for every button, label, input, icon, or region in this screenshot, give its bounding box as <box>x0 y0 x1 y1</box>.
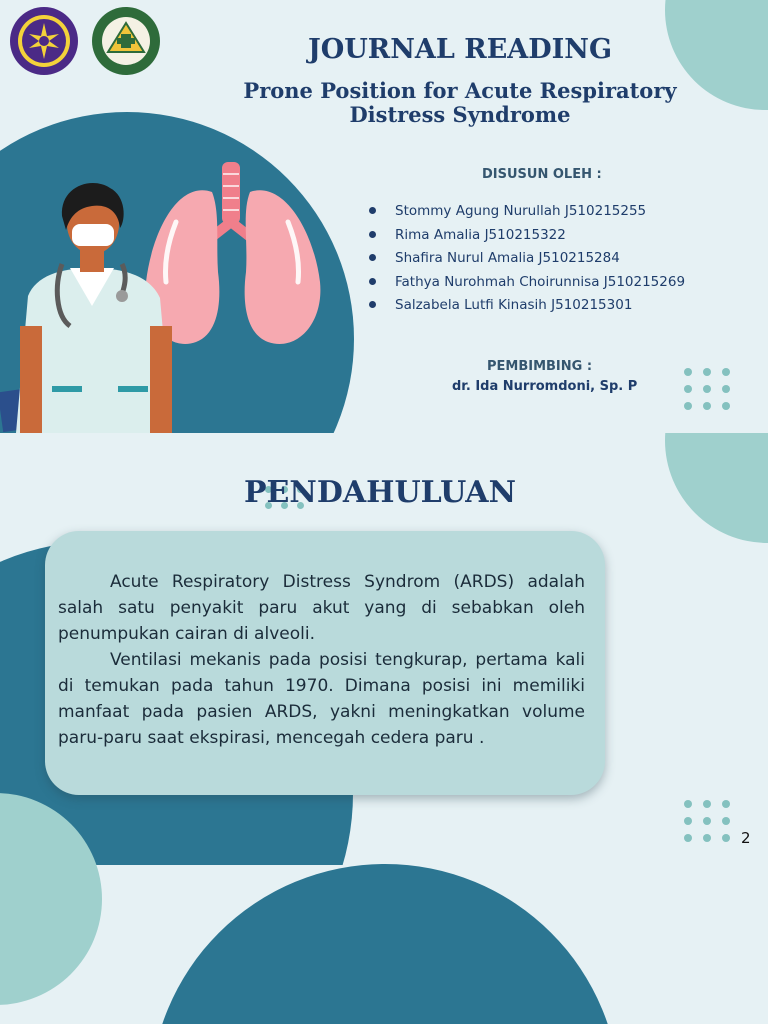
author-item <box>368 272 685 296</box>
bullet-icon <box>369 231 376 238</box>
decor-circle-top-right <box>665 433 768 543</box>
decor-dot-grid <box>684 368 730 410</box>
paragraph: Ventilasi mekanis pada posisi tengkurap, pertama kali di temukan pada tahun 1970. Dimana posisi ini memiliki manfaat pada pasien ARDS, yakni meningkatkan volume paru-paru saat ekspirasi, mencegah cedera paru . <box>58 650 585 748</box>
slide-pendahuluan <box>0 433 768 1024</box>
supervisor-label: PEMBIMBING : <box>487 359 593 374</box>
content-card <box>45 531 605 795</box>
author-name: Fathya Nurohmah Choirunnisa J510215269 <box>395 273 686 290</box>
bullet-icon <box>369 254 376 261</box>
section-heading: PENDAHULUAN <box>243 475 517 510</box>
nurse-illustration <box>0 176 180 433</box>
author-name: Stommy Agung Nurullah J510215255 <box>395 203 647 219</box>
authors-list <box>368 201 685 319</box>
author-item <box>368 295 685 319</box>
author-name: Salzabela Lutfi Kinasih J510215301 <box>395 297 633 313</box>
author-item <box>368 248 685 272</box>
author-name: Shafira Nurul Amalia J510215284 <box>395 250 620 266</box>
paragraph: Acute Respiratory Distress Syndrom (ARDS) adalah salah satu penyakit paru akut yang di sebabkan oleh penumpukan cairan di alveoli. <box>58 572 585 644</box>
bullet-icon <box>369 207 376 214</box>
bullet-icon <box>369 278 376 285</box>
authors-label: DISUSUN OLEH : <box>482 167 602 182</box>
author-name: Rima Amalia J510215322 <box>395 226 566 243</box>
decor-dot-grid <box>684 800 730 842</box>
journal-heading: JOURNAL READING <box>307 34 613 65</box>
university-logo <box>9 6 79 76</box>
journal-title: Prone Position for Acute Respiratory Distress Syndrome <box>243 78 677 127</box>
hospital-logo <box>91 6 161 76</box>
slide-journal-reading <box>0 0 768 433</box>
author-item <box>368 225 685 249</box>
page-number: 2 <box>741 829 751 847</box>
author-item <box>368 201 685 225</box>
bullet-icon <box>369 301 376 308</box>
supervisor-name: dr. Ida Nurromdoni, Sp. P <box>452 379 638 394</box>
